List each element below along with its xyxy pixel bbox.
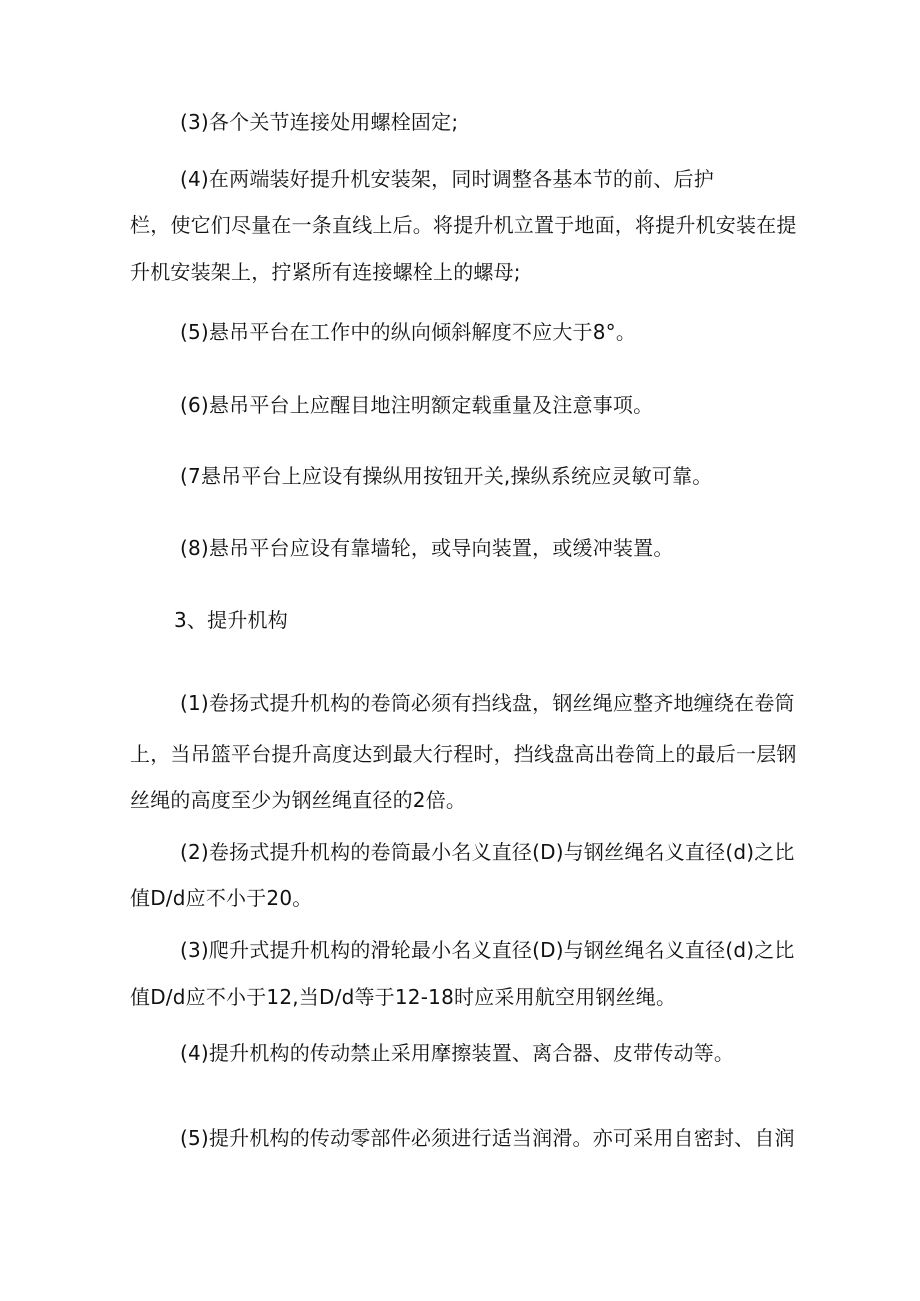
- text-line: (3)爬升式提升机构的滑轮最小名义直径(D)与钢丝绳名义直径(d)之比: [180, 938, 795, 962]
- text-line: (5)悬吊平台在工作中的纵向倾斜解度不应大于8°。: [180, 320, 637, 344]
- text-line: (6)悬吊平台上应醒目地注明额定载重量及注意事项。: [180, 393, 654, 417]
- text-line: 丝绳的高度至少为钢丝绳直径的2倍。: [130, 788, 467, 812]
- text-line: (4)在两端装好提升机安装架，同时调整各基本节的前、后护: [180, 167, 714, 191]
- text-line: 升机安装架上，拧紧所有连接螺栓上的螺母;: [130, 260, 521, 284]
- text-line: (1)卷扬式提升机构的卷筒必须有挡线盘，钢丝绳应整齐地缠绕在卷筒: [180, 691, 795, 715]
- text-line: (8)悬吊平台应设有靠墙轮，或导向装置，或缓冲装置。: [180, 536, 674, 560]
- text-line: 值D/d应不小于20。: [130, 886, 313, 910]
- section-heading: 3、提升机构: [174, 608, 288, 632]
- text-line: (7悬吊平台上应设有操纵用按钮开关,操纵系统应灵敏可靠。: [180, 464, 713, 488]
- text-line: (5)提升机构的传动零部件必须进行适当润滑。亦可采用自密封、自润: [180, 1126, 795, 1150]
- text-line: 栏，使它们尽量在一条直线上后。将提升机立置于地面，将提升机安装在提: [130, 213, 797, 237]
- text-line: 上，当吊篮平台提升高度达到最大行程时，挡线盘高出卷筒上的最后一层钢: [130, 742, 797, 766]
- text-line: (2)卷扬式提升机构的卷筒最小名义直径(D)与钢丝绳名义直径(d)之比: [180, 840, 795, 864]
- text-line: (3)各个关节连接处用螺栓固定;: [180, 110, 459, 134]
- text-line: (4)提升机构的传动禁止采用摩擦装置、离合器、皮带传动等。: [180, 1041, 735, 1065]
- text-line: 值D/d应不小于12,当D/d等于12-18时应采用航空用钢丝绳。: [130, 985, 677, 1009]
